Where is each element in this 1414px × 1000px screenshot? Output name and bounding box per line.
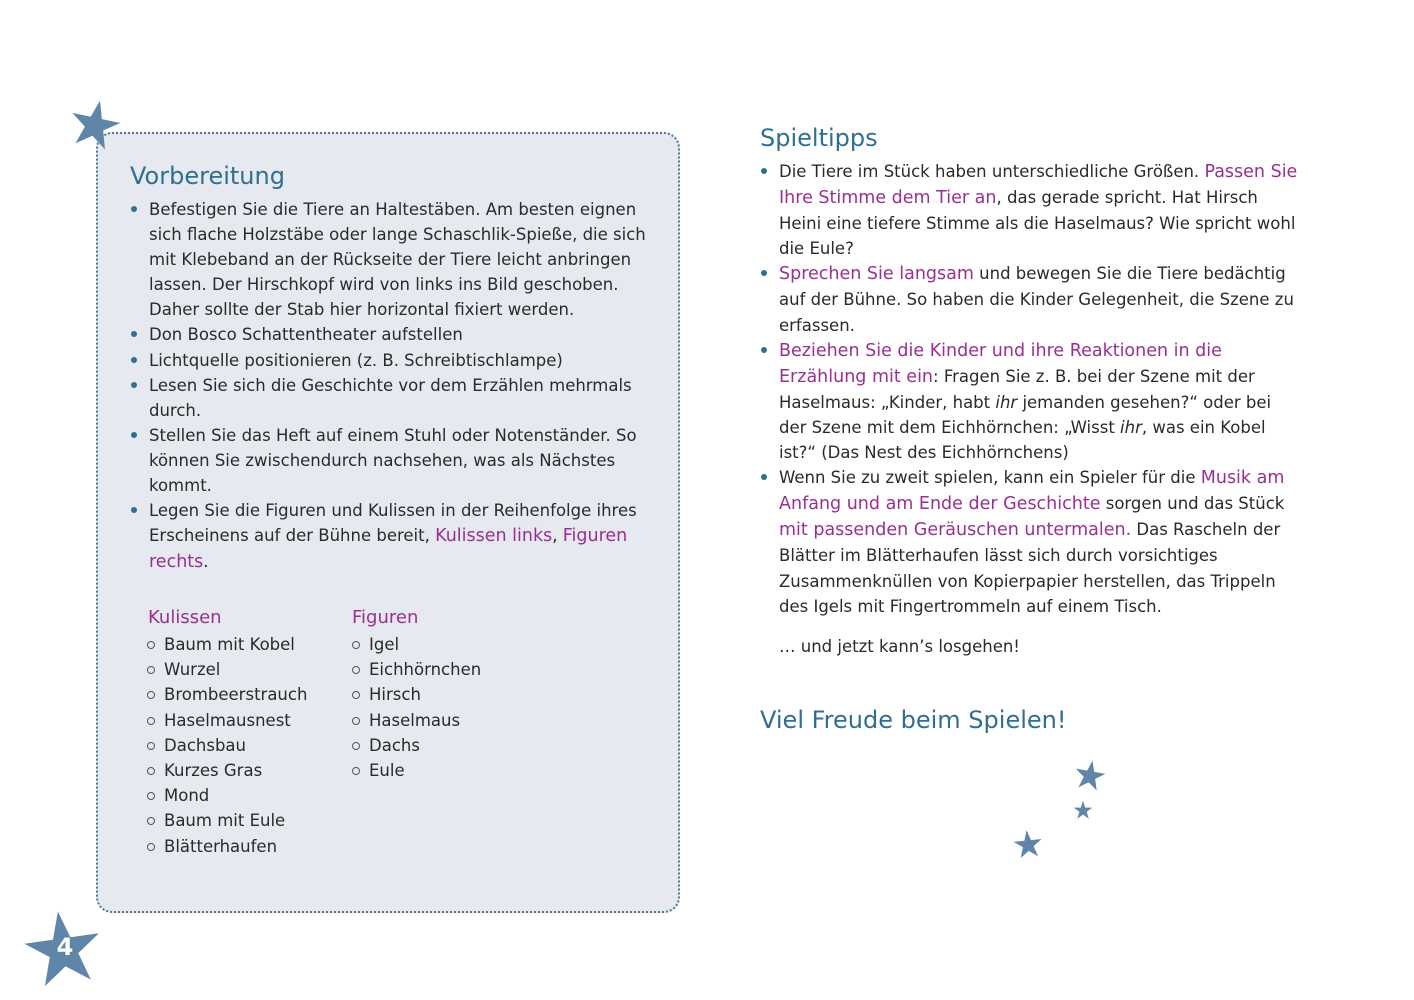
list-item: Haselmausnest [147,708,337,733]
highlight-text: Figuren rechts [149,526,628,573]
list-item: Hirsch [352,682,542,707]
list-item: Wenn Sie zu zweit spielen, kann ein Spieler für die Musik am Anfang und am Ende der Geschichte sorgen und das Stück mit passenden Geräuschen untermalen. Das Rascheln der Blätter im Blätterhaufen lässt sich durch vorsichtiges Zusammenknüllen von Kopierpapier herstellen, das Trippeln des Igels mit Fingertrommeln auf einem Tisch. [760,465,1300,619]
figuren-heading: Figuren [352,607,419,628]
list-item: Blätterhaufen [147,834,337,859]
list-item: Igel [352,632,542,657]
section-heading-vorbereitung: Vorbereitung [130,162,285,190]
highlight-text: Beziehen Sie die Kinder und ihre Reaktionen in die Erzählung mit ein [779,340,1222,387]
list-item: Lichtquelle positionieren (z. B. Schreibtischlampe) [130,348,660,373]
list-item: Befestigen Sie die Tiere an Haltestäben. Am besten eignen sich flache Holzstäbe oder lange Schaschlik-Spieße, die sich mit Klebeband an der Rückseite der Tiere leicht anbringen lassen. Der Hirschkopf wird von links ins Bild geschoben. Daher sollte der Stab hier horizontal fixiert werden. [130,197,660,322]
star-icon [1073,800,1093,820]
list-item: Stellen Sie das Heft auf einem Stuhl oder Notenständer. So können Sie zwischendurch nachsehen, was als Nächstes kommt. [130,423,660,498]
list-item: Mond [147,783,337,808]
list-item: Legen Sie die Figuren und Kulissen in der Reihenfolge ihres Erscheinens auf der Bühne bereit, Kulissen links, Figuren rechts. [130,498,660,575]
list-item: Eichhörnchen [352,657,542,682]
list-item: Eule [352,758,542,783]
list-item: Beziehen Sie die Kinder und ihre Reaktionen in die Erzählung mit ein: Fragen Sie z. B. bei der Szene mit der Haselmaus: „Kinder, habt ihr jemanden gesehen?“ oder bei der Szene mit dem Eichhörnchen: „Wisst ihr, was ein Kobel ist?“ (Das Nest des Eichhörnchens) [760,338,1300,465]
list-item: Brombeerstrauch [147,682,337,707]
highlight-text: Musik am Anfang und am Ende der Geschichte [779,468,1285,515]
list-item: Haselmaus [352,708,542,733]
section-heading-spieltipps: Spieltipps [760,124,878,152]
list-item: Don Bosco Schattentheater aufstellen [130,322,660,347]
outro-text: … und jetzt kann’s losgehen! [779,637,1020,656]
closing-heading: Viel Freude beim Spielen! [760,706,1067,734]
list-item: Baum mit Eule [147,808,337,833]
star-icon [1074,759,1106,791]
list-item: Baum mit Kobel [147,632,337,657]
list-item: Wurzel [147,657,337,682]
kulissen-list [147,632,337,859]
star-icon [68,98,122,150]
highlight-text: Sprechen Sie langsam [779,264,974,285]
highlight-text: mit passenden Geräuschen untermalen. [779,520,1132,541]
list-item: Sprechen Sie langsam und bewegen Sie die Tiere bedächtig auf der Bühne. So haben die Kinder Gelegenheit, die Szene zu erfassen. [760,261,1300,337]
highlight-text: Kulissen links [435,526,553,547]
list-item: Kurzes Gras [147,758,337,783]
tips-list [760,159,1300,619]
list-item: Dachsbau [147,733,337,758]
figuren-list [352,632,542,783]
list-item: Dachs [352,733,542,758]
list-item: Lesen Sie sich die Geschichte vor dem Erzählen mehrmals durch. [130,373,660,423]
highlight-text: Passen Sie Ihre Stimme dem Tier an [779,162,1298,209]
star-icon [1013,829,1043,859]
list-item: Die Tiere im Stück haben unterschiedliche Größen. Passen Sie Ihre Stimme dem Tier an, das gerade spricht. Hat Hirsch Heini eine tiefere Stimme als die Haselmaus? Wie spricht wohl die Eule? [760,159,1300,261]
kulissen-heading: Kulissen [148,607,222,628]
page-number: 4 [56,933,74,961]
preparation-list [130,197,660,575]
